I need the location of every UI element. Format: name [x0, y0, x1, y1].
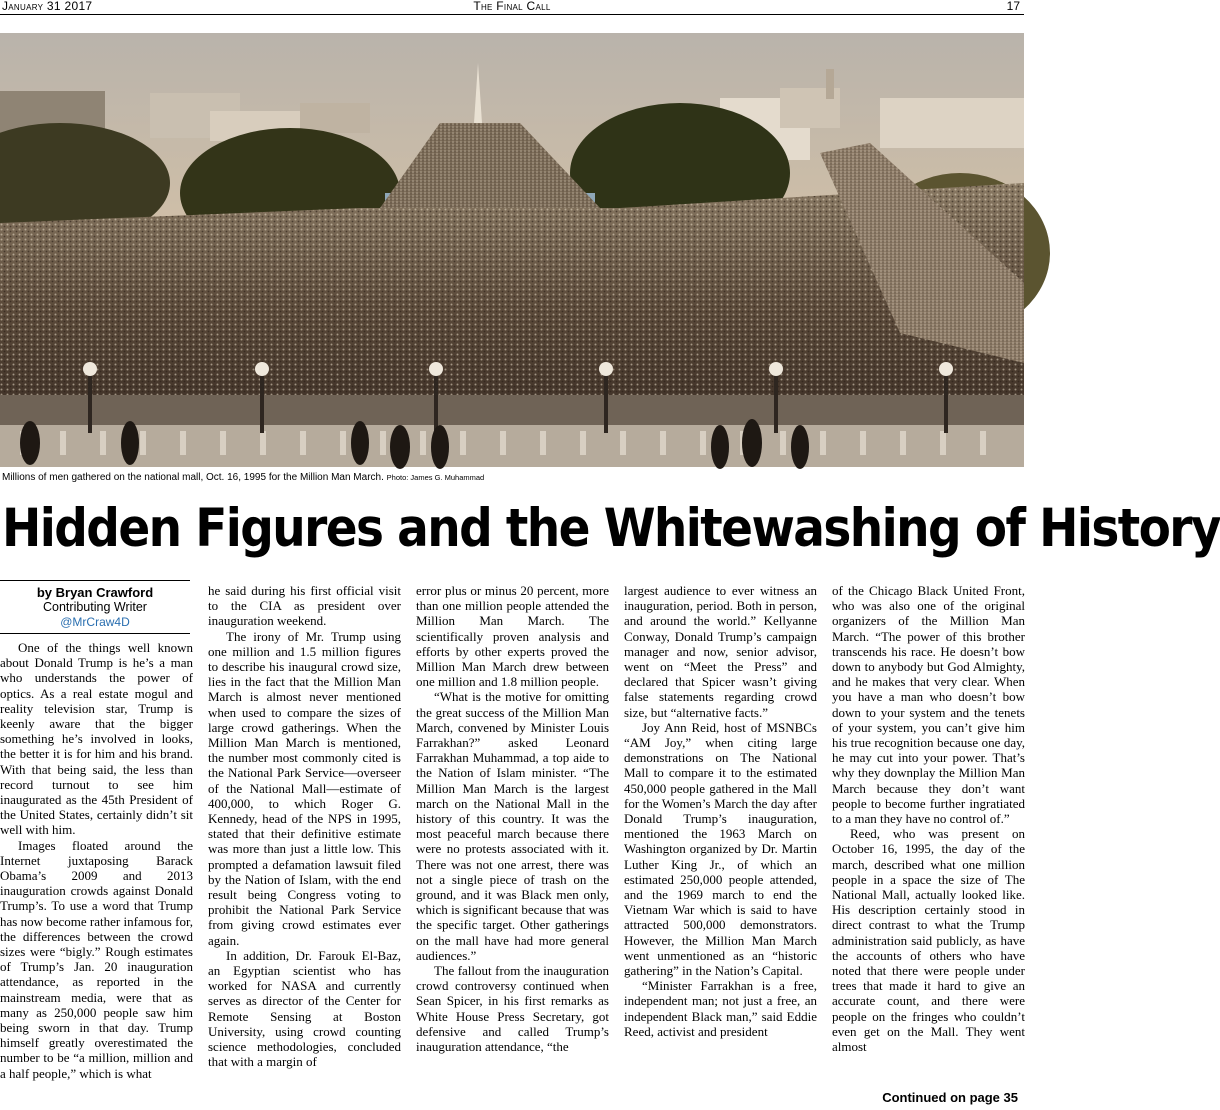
paragraph: In addition, Dr. Farouk El-Baz, an Egyptian scientist who has worked for NASA and currently serves as director of the Center for Remote Sensing at Boston University, using crowd counting science methodologies, concluded that with a margin of: [208, 947, 401, 1070]
paragraph: Joy Ann Reid, host of MSNBCs “AM Joy,” when citing large demonstrations on The National Mall to compare it to the estimated 450,000 people gathered in the Mall for the Women’s March the day after Donald Trump’s inauguration, mentioned the 1963 March on Washington organized by Dr. Martin Luther King Jr., of which an estimated 250,000 people attended, and the 1969 march to end the Vietnam War which is said to have attracted 500,000 demonstrators. However, the Million Man March went unmentioned as an “historic gathering” in the Nation’s Capital.: [624, 719, 817, 979]
paragraph: Reed, who was present on October 16, 1995, the day of the march, described what one million people in a space the size of The National Mall, actually looked like. His description certainly stood in direct contrast to what the Trump administration said publicly, as have the accounts of others who have noted that there were people under trees that made it hard to give an accurate count, and there were people on the fringes who couldn’t even get on the Mall. They went almost: [832, 826, 1025, 1055]
byline-social-handle[interactable]: @MrCraw4D: [60, 615, 130, 629]
page-header: [0, 0, 1024, 15]
byline: [0, 580, 190, 634]
issue-date: January 31 2017: [2, 0, 93, 13]
caption-text: Millions of men gathered on the national mall, Oct. 16, 1995 for the Million Man March.: [2, 472, 384, 483]
byline-author: by Bryan Crawford: [36, 585, 154, 600]
article-column-4: [624, 583, 817, 1039]
paragraph: Images floated around the Internet juxtaposing Barack Obama’s 2009 and 2013 inauguration crowds against Donald Trump’s. To use a word that Trump has now become rather infamous for, the differences between the crowd sizes were “bigly.” Rough estimates of Trump’s Jan. 20 inauguration attendance, as reported in the mainstream media, were that as many as 250,000 people saw him being sworn in that day. Trump himself greatly overestimated the number to be “a million, million and a half people,” which is what: [0, 837, 193, 1081]
paragraph: “What is the motive for omitting the great success of the Million Man March, convened by Minister Louis Farrakhan?” asked Leonard Farrakhan Muhammad, a top aide to the Nation of Islam minister. “The Million Man March is the largest march on the National Mall in the history of this country. It was the most peaceful march because there were no protests associated with it. There was not one arrest, there was not a single piece of trash on the ground, and it was Black men only, which is significant because that was the specific target. Other gatherings on the mall have had more general audiences.”: [416, 689, 609, 963]
page-number: 17: [1006, 0, 1020, 13]
paragraph: The irony of Mr. Trump using one million and 1.5 million figures to describe his inaugural crowd size, lies in the fact that the Million Man March is almost never mentioned when used to compare the sizes of large crowd gatherings. When the Million Man March is mentioned, the number most commonly cited is the National Park Service—overseer of the National Mall—estimate of 400,000, to which Roger G. Kennedy, head of the NPS in 1995, stated that their definitive estimate was more than just a little low. This prompted a defamation lawsuit filed by the Nation of Islam, with the end result being Congress voting to prohibit the National Park Service from giving crowd estimates ever again.: [208, 628, 401, 948]
article-column-2: [208, 583, 401, 1070]
paragraph: error plus or minus 20 percent, more than one million people attended the Million Man March. The scientifically proven analysis and efforts by other experts proved the Million Man March drew between one million and 1.8 million people.: [416, 583, 609, 690]
continued-on-page[interactable]: Continued on page 35: [878, 1090, 1018, 1106]
photo-caption: [2, 471, 1022, 484]
article-column-5: [832, 583, 1025, 1054]
paragraph: “Minister Farrakhan is a free, independent man; not just a free, an independent Black man,” said Eddie Reed, activist and president: [624, 978, 817, 1039]
publication-name: The Final Call: [473, 0, 551, 13]
paragraph: largest audience to ever witness an inauguration, period. Both in person, and around the world.” Kellyanne Conway, Donald Trump’s campaign manager and now, senior advisor, went on “Meet the Press” and declared that Spicer wasn’t giving false statements regarding crowd size, but “alternative facts.”: [624, 583, 817, 720]
paragraph: of the Chicago Black United Front, who was also one of the original organizers of the Million Man March. “The power of this brother transcends his race. He doesn’t bow down to anybody but God Almighty, and he makes that very clear. When you have a man who doesn’t bow down to your system and the tenets of your system, you can’t give him his true recognition because one day, he may cut into your power. That’s why they downplay the Million Man March because they don’t want people to become further ingratiated to a man they have no control of.”: [832, 583, 1025, 827]
byline-role: Contributing Writer: [43, 600, 147, 614]
article-column-3: [416, 583, 609, 1054]
article-column-1: [0, 640, 193, 1110]
photo-credit: Photo: James G. Muhammad: [386, 473, 485, 482]
paragraph: One of the things well known about Donald Trump is he’s a man who understands the power of optics. As a real estate mogul and reality television star, Trump is keenly aware that the bigger something he’s involved in looks, the better it is for him and his brand. With that being said, the less than record turnout to see him inaugurated as the 45th President of the United States, certainly didn’t sit well with him.: [0, 640, 193, 838]
article-headline: Hidden Figures and the Whitewashing of History: [2, 497, 1220, 560]
paragraph: The fallout from the inauguration crowd controversy continued when Sean Spicer, in his first remarks as White House Press Secretary, got defensive and called Trump’s inauguration attendance, “the: [416, 963, 609, 1055]
crowd-photo: [0, 33, 1024, 467]
paragraph: he said during his first official visit to the CIA as president over inauguration weekend.: [208, 583, 401, 629]
